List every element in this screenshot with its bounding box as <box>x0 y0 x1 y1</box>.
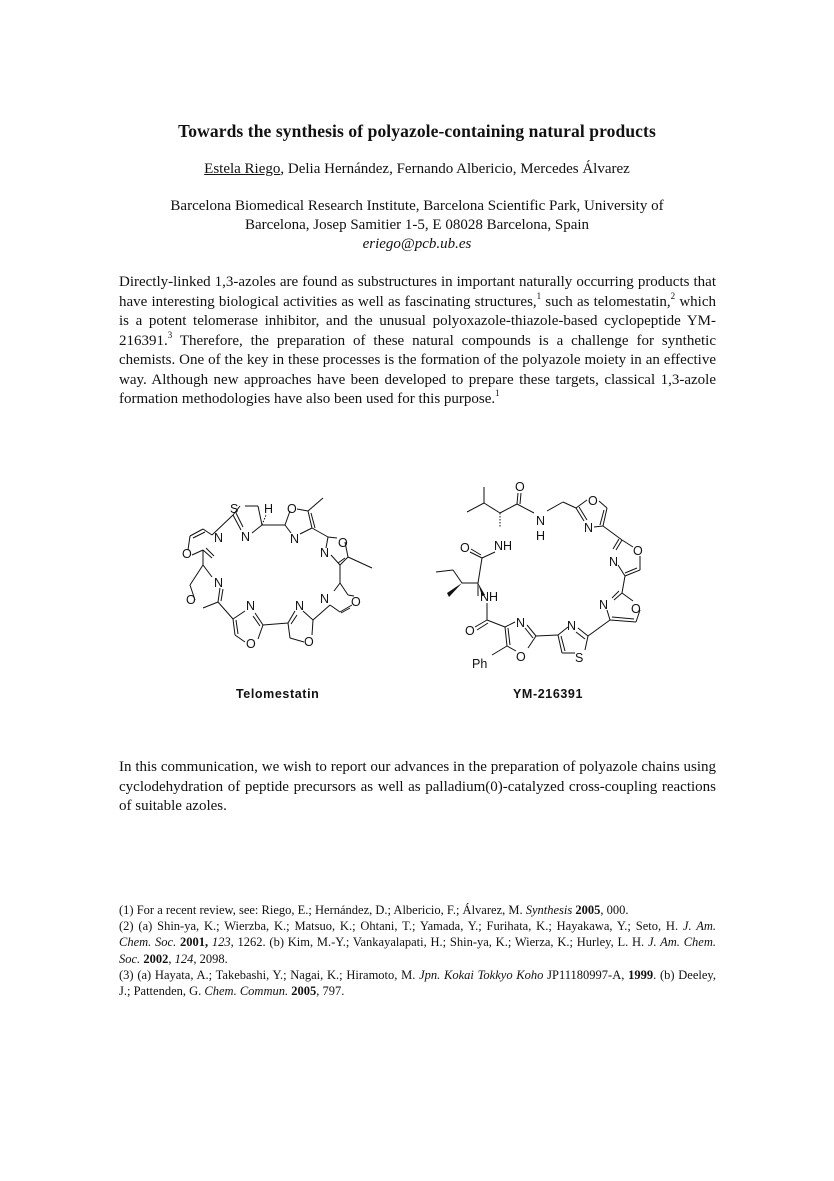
ref-text: , 2098. <box>193 951 228 966</box>
ym216391-structure <box>436 480 643 671</box>
intro-text-4: Therefore, the preparation of these natural compounds is a challenge for synthetic chemists. One of the key in these processes is the formation of the polyazole moiety in an effective way. Although new approaches have been developed to prepare these targets, classical 1,3-azole formation methodologies have also been used for this purpose. <box>119 332 716 407</box>
atom-N: N <box>567 619 577 633</box>
atom-O: O <box>304 635 314 649</box>
atom-O: O <box>515 480 525 494</box>
atom-N: N <box>609 555 619 569</box>
atom-N: N <box>290 532 300 546</box>
atom-H: H <box>536 529 546 543</box>
atom-O: O <box>351 595 361 609</box>
ref-year: 2001, <box>180 935 209 950</box>
atom-O: O <box>338 536 348 550</box>
atom-N: N <box>295 599 305 613</box>
atom-N: N <box>320 592 330 606</box>
paper-title: Towards the synthesis of polyazole-containing natural products <box>178 121 656 141</box>
atom-O: O <box>631 602 641 616</box>
ref-volume: 124 <box>174 951 194 966</box>
ref-year: 2005 <box>291 984 317 999</box>
ref-journal: J. Am. Chem. Soc. <box>119 919 716 950</box>
affiliation-line-1: Barcelona Biomedical Research Institute, Barcelona Scientific Park, University of <box>170 198 664 214</box>
ref-text: , 000. <box>600 903 629 917</box>
atom-O: O <box>460 541 470 555</box>
presenting-author: Estela Riego <box>204 161 281 177</box>
structures-figure <box>0 470 834 700</box>
ref-year: 1999 <box>628 967 654 982</box>
atom-N: N <box>599 598 609 612</box>
atom-O: O <box>287 502 297 516</box>
ref-journal: J. Am. Chem. Soc. <box>119 935 716 966</box>
intro-text-3: which is a potent telomerase inhibitor, and the unusual polyoxazole-thiazole-based cyclopeptide YM-216391. <box>119 293 716 349</box>
reference-1 <box>119 902 716 918</box>
intro-text-2: such as telomestatin, <box>541 293 671 310</box>
atom-Ph: Ph <box>472 657 488 671</box>
atom-N: N <box>516 616 526 630</box>
ref-text: (2) (a) Shin-ya, K.; Wierzba, K.; Matsuo, K.; Ohtani, T.; Yamada, Y.; Furihata, K.; Hayakawa, Y.; Seto, H. <box>119 919 683 934</box>
ref-text: (3) (a) Hayata, A.; Takebashi, Y.; Nagai, K.; Hiramoto, M. <box>119 967 420 982</box>
caption-telomestatin: Telomestatin <box>236 687 320 701</box>
telomestatin-structure <box>182 498 372 651</box>
atom-O: O <box>588 494 598 508</box>
atom-N: N <box>241 530 251 544</box>
ref-text: 1262. (b) Kim, M.-Y.; Vankayalapati, H.; Shin-ya, K.; Wierza, K.; Hurley, L. H. <box>233 935 648 950</box>
citation-1b: 1 <box>495 388 500 398</box>
ref-text: , 797. <box>316 984 345 999</box>
author-email: eriego@pcb.ub.es <box>362 236 472 252</box>
atom-N: N <box>536 514 546 528</box>
atom-S: S <box>575 651 584 665</box>
co-authors: , Delia Hernández, Fernando Albericio, Mercedes Álvarez <box>280 161 630 177</box>
ref-volume: 123, <box>211 935 234 950</box>
communication-paragraph: In this communication, we wish to report our advances in the preparation of polyazole chains using cyclodehydration of peptide precursors as well as palladium(0)-catalyzed cross-coupling reactions of suitable azoles. <box>119 759 716 814</box>
atom-N: N <box>214 531 224 545</box>
ref-year: 2005 <box>575 903 601 917</box>
ref-text: JP11180997-A, <box>543 967 629 982</box>
atom-S: S <box>230 502 239 516</box>
atom-NH: NH <box>480 590 499 604</box>
ref-journal: Jpn. Kokai Tokkyo Koho <box>419 967 544 982</box>
citation-2: 2 <box>670 290 676 301</box>
caption-ym216391: YM-216391 <box>513 687 584 701</box>
atom-O: O <box>246 637 256 651</box>
atom-N: N <box>320 546 330 560</box>
ref-journal: Chem. Commun. <box>204 984 289 999</box>
atom-N: N <box>214 576 224 590</box>
reference-3 <box>119 967 716 999</box>
intro-paragraph <box>119 273 716 410</box>
atom-NH: NH <box>494 539 513 553</box>
author-list <box>0 161 834 178</box>
ref-year: 2002 <box>143 951 169 966</box>
atom-O: O <box>186 593 196 607</box>
atom-O: O <box>516 650 526 664</box>
atom-O: O <box>633 544 643 558</box>
atom-N: N <box>246 599 256 613</box>
molecule-drawings <box>0 470 834 700</box>
citation-1: 1 <box>536 290 542 301</box>
atom-H: H <box>264 502 274 516</box>
affiliation <box>0 197 834 254</box>
atom-N: N <box>584 521 594 535</box>
affiliation-line-2: Barcelona, Josep Samitier 1-5, E 08028 Barcelona, Spain <box>244 217 590 233</box>
atom-O: O <box>465 624 475 638</box>
ref-text: . (b) Deeley, J.; Pattenden, G. <box>119 967 716 999</box>
ref-journal: Synthesis <box>525 903 573 917</box>
reference-2: (2) (a) Shin-ya, K.; Wierzba, K.; Matsuo, K.; Ohtani, T.; Yamada, Y.; Furihata, K.; Hayakawa, Y.; Seto, H. J. Am. Chem. Soc. 2001, 123, 1262. (b) Kim, M.-Y.; Vankayalapati, H.; Shin-ya, K.; Wierza, K.; Hurley, L. H. J. Am. Chem. Soc. 2002, 124, 2098. <box>119 919 716 966</box>
citation-3: 3 <box>167 329 173 340</box>
references <box>119 902 716 999</box>
intro-text-1: Directly-linked 1,3-azoles are found as substructures in important naturally occurring products that have interesting biological activities as well as fascinating structures, <box>119 274 716 310</box>
ref-text: (1) For a recent review, see: Riego, E.; Hernández, D.; Albericio, F.; Álvarez, M. <box>119 903 526 917</box>
atom-O: O <box>182 547 192 561</box>
